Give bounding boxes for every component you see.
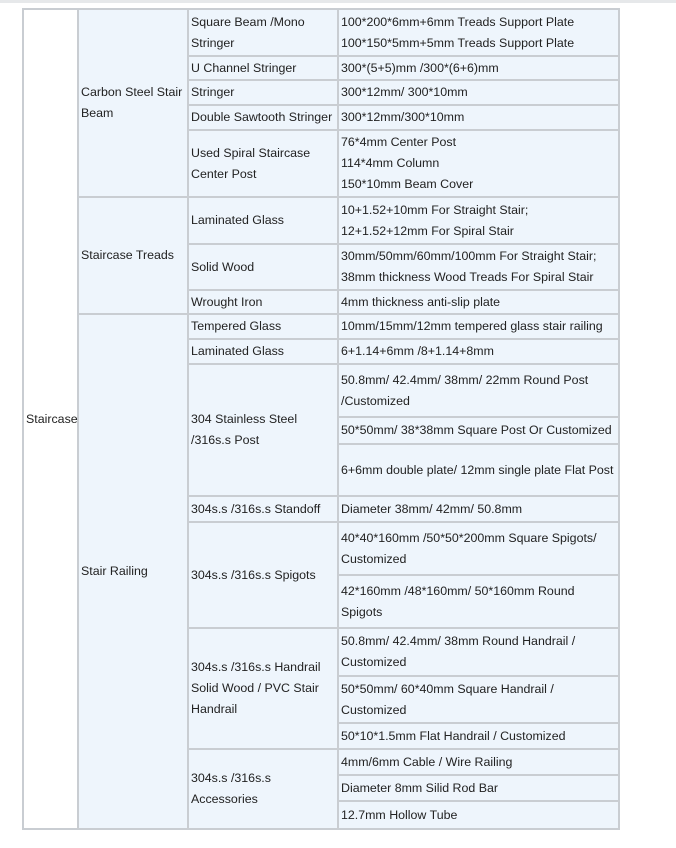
spec-cell: 100*200*6mm+6mm Treads Support Plate 100*150*5mm+5mm Treads Support Plate xyxy=(338,9,619,56)
item-cell: 304s.s /316s.s Spigots xyxy=(188,522,338,628)
group-cell: Staircase Treads xyxy=(78,197,188,314)
spec-cell: 4mm thickness anti-slip plate xyxy=(338,290,619,314)
spec-cell: 10mm/15mm/12mm tempered glass stair railing xyxy=(338,314,619,339)
spec-cell: 42*160mm /48*160mm/ 50*160mm Round Spigots xyxy=(338,575,619,628)
group-cell: Carbon Steel Stair Beam xyxy=(78,9,188,197)
item-cell: Wrought Iron xyxy=(188,290,338,314)
top-divider xyxy=(0,0,676,3)
spec-cell: 30mm/50mm/60mm/100mm For Straight Stair; 38mm thickness Wood Treads For Spiral Stair xyxy=(338,244,619,290)
item-cell: Square Beam /Mono Stringer xyxy=(188,9,338,56)
spec-cell: Diameter 8mm Silid Rod Bar xyxy=(338,775,619,801)
spec-cell: 300*(5+5)mm /300*(6+6)mm xyxy=(338,56,619,80)
spec-cell: 300*12mm/300*10mm xyxy=(338,105,619,130)
spec-cell: 76*4mm Center Post 114*4mm Column 150*10mm Beam Cover xyxy=(338,130,619,197)
item-cell: Laminated Glass xyxy=(188,197,338,244)
table-row xyxy=(23,9,619,56)
item-cell: Laminated Glass xyxy=(188,339,338,364)
table-row xyxy=(23,314,619,339)
item-cell: 304 Stainless Steel /316s.s Post xyxy=(188,364,338,496)
spec-cell: 4mm/6mm Cable / Wire Railing xyxy=(338,749,619,775)
item-cell: Stringer xyxy=(188,80,338,105)
table-row xyxy=(23,197,619,244)
category-cell: Staircase xyxy=(23,9,78,829)
item-cell: Used Spiral Staircase Center Post xyxy=(188,130,338,197)
spec-cell: 6+1.14+6mm /8+1.14+8mm xyxy=(338,339,619,364)
spec-cell: 50*50mm/ 38*38mm Square Post Or Customized xyxy=(338,417,619,444)
spec-cell: 6+6mm double plate/ 12mm single plate Flat Post xyxy=(338,444,619,496)
spec-cell: 50.8mm/ 42.4mm/ 38mm/ 22mm Round Post /Customized xyxy=(338,364,619,417)
item-cell: U Channel Stringer xyxy=(188,56,338,80)
spec-cell: 40*40*160mm /50*50*200mm Square Spigots/ Customized xyxy=(338,522,619,575)
item-cell: Double Sawtooth Stringer xyxy=(188,105,338,130)
item-cell: Tempered Glass xyxy=(188,314,338,339)
spec-cell: 12.7mm Hollow Tube xyxy=(338,801,619,829)
item-cell: 304s.s /316s.s Accessories xyxy=(188,749,338,829)
spec-cell: 50*10*1.5mm Flat Handrail / Customized xyxy=(338,723,619,749)
spec-cell: 10+1.52+10mm For Straight Stair; 12+1.52+12mm For Spiral Stair xyxy=(338,197,619,244)
group-cell: Stair Railing xyxy=(78,314,188,829)
spec-cell: 300*12mm/ 300*10mm xyxy=(338,80,619,105)
item-cell: 304s.s /316s.s Standoff xyxy=(188,496,338,522)
spec-cell: 50.8mm/ 42.4mm/ 38mm Round Handrail / Customized xyxy=(338,628,619,676)
staircase-spec-table xyxy=(22,8,620,830)
spec-cell: Diameter 38mm/ 42mm/ 50.8mm xyxy=(338,496,619,522)
item-cell: Solid Wood xyxy=(188,244,338,290)
spec-cell: 50*50mm/ 60*40mm Square Handrail / Customized xyxy=(338,676,619,723)
item-cell: 304s.s /316s.s Handrail Solid Wood / PVC Stair Handrail xyxy=(188,628,338,749)
